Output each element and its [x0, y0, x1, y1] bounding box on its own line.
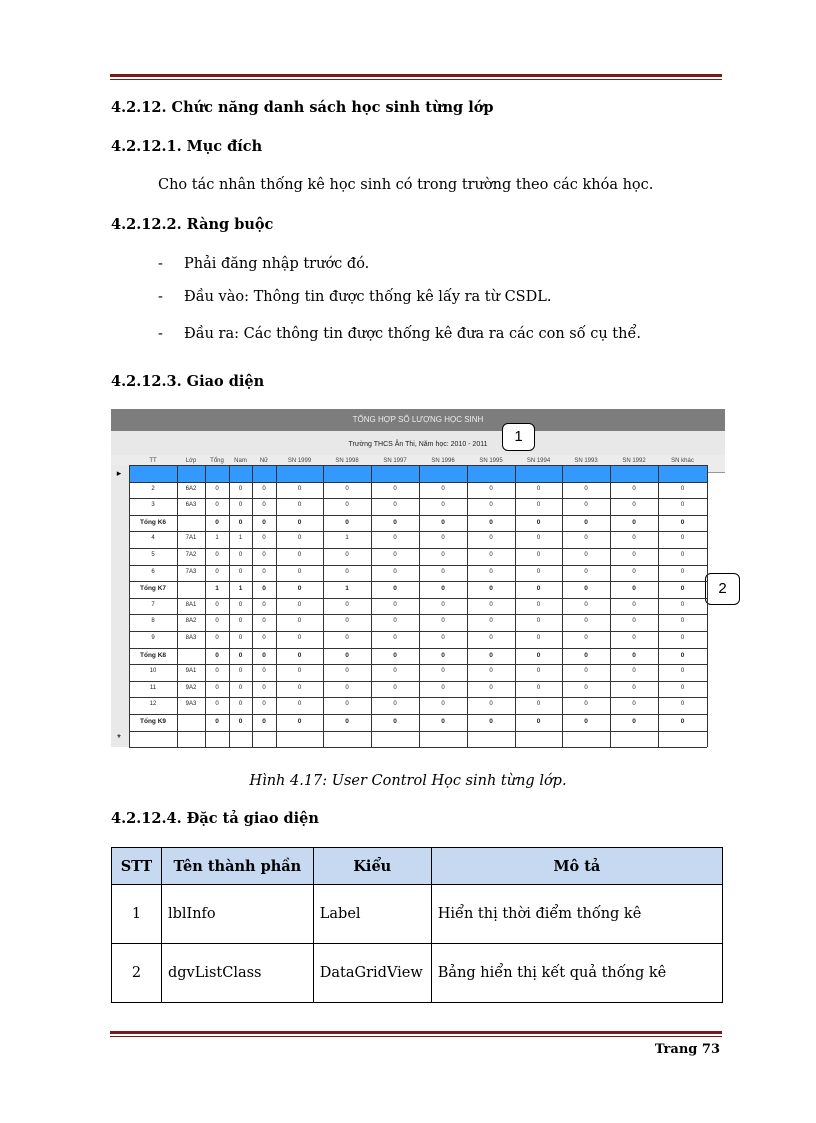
grid-cell[interactable]: 0	[262, 585, 266, 593]
grid-cell[interactable]: 0	[536, 668, 541, 675]
bullet-dash: -	[158, 326, 163, 342]
grid-column-header[interactable]: SN 1997	[383, 458, 407, 464]
grid-cell[interactable]: 0	[441, 684, 445, 691]
header-rule	[110, 74, 722, 80]
grid-cell[interactable]: 0	[393, 684, 397, 691]
grid-cell[interactable]: 0	[584, 718, 588, 725]
grid-cell[interactable]: 0	[393, 618, 397, 625]
grid-cell[interactable]: 0	[297, 485, 302, 492]
grid-column-header[interactable]: TT	[149, 458, 157, 464]
grid-cell[interactable]: 3	[151, 502, 155, 509]
grid-column-header[interactable]: SN 1995	[479, 458, 503, 464]
grid-cell[interactable]: 0	[215, 701, 219, 708]
grid-column-header[interactable]: SN 1993	[574, 458, 598, 464]
grid-cell[interactable]: 0	[238, 601, 243, 608]
grid-cell[interactable]: 0	[584, 684, 588, 691]
ui-screenshot	[111, 409, 725, 751]
grid-line	[129, 548, 707, 549]
grid-cell[interactable]: 0	[345, 601, 349, 608]
grid-column-header[interactable]: SN 1999	[287, 458, 312, 464]
grid-cell[interactable]: 0	[536, 585, 541, 593]
spec-header-row	[112, 848, 723, 885]
grid-cell[interactable]: 0	[489, 535, 493, 542]
grid-column-header[interactable]: SN 1994	[526, 458, 551, 464]
grid-cell[interactable]: 6A2	[185, 485, 197, 492]
header-stt: STT	[112, 848, 162, 885]
grid-cell[interactable]: 0	[632, 701, 636, 708]
grid-cell[interactable]: 9	[151, 635, 155, 641]
grid-line	[129, 648, 707, 649]
grid-cell[interactable]: 0	[536, 618, 541, 625]
grid-cell[interactable]: 0	[262, 635, 266, 641]
grid-cell[interactable]: 6	[151, 568, 155, 575]
grid-cell[interactable]: 0	[238, 635, 243, 641]
grid-cell[interactable]: 0	[680, 618, 685, 625]
grid-line	[515, 465, 516, 747]
grid-cell[interactable]: 0	[680, 535, 685, 542]
grid-cell[interactable]: 0	[393, 718, 397, 725]
grid-line	[610, 465, 611, 747]
grid-line	[129, 565, 707, 566]
grid-cell[interactable]: 0	[584, 668, 588, 675]
grid-line	[129, 747, 707, 748]
grid-cell[interactable]: 0	[393, 585, 397, 593]
spec-heading: 4.2.12.4. Đặc tả giao diện	[111, 810, 319, 827]
grid-cell[interactable]: 1	[238, 585, 243, 593]
grid-cell[interactable]: 0	[215, 518, 219, 526]
figure-caption: Hình 4.17: User Control Học sinh từng lớp.	[249, 773, 567, 789]
grid-cell[interactable]: 0	[215, 635, 219, 641]
grid-column-header[interactable]: Lớp	[185, 458, 197, 464]
grid-line	[205, 465, 206, 747]
grid-line	[129, 614, 707, 615]
grid-column-header[interactable]: SN 1996	[431, 458, 455, 464]
grid-line	[129, 465, 707, 466]
grid-cell[interactable]: 0	[584, 585, 588, 593]
grid-cell[interactable]: 0	[536, 552, 541, 558]
cell-type: Label	[313, 885, 431, 944]
grid-cell[interactable]: 12	[149, 701, 157, 708]
grid-cell[interactable]: 0	[536, 485, 541, 492]
grid-cell[interactable]: 0	[584, 618, 588, 625]
grid-cell[interactable]: 0	[238, 668, 243, 675]
bullet-dash: -	[158, 289, 163, 305]
grid-cell[interactable]: 0	[238, 568, 243, 575]
grid-cell[interactable]: 0	[262, 684, 266, 691]
grid-cell[interactable]: 0	[489, 518, 493, 526]
grid-cell[interactable]: 11	[149, 684, 157, 691]
grid-cell[interactable]: 5	[151, 552, 155, 558]
grid-cell[interactable]: 0	[393, 568, 397, 575]
grid-line	[323, 465, 324, 747]
grid-cell[interactable]: 9A1	[185, 668, 197, 675]
grid-cell[interactable]: 0	[680, 718, 685, 725]
grid-cell[interactable]: 7	[151, 601, 155, 608]
header-type: Kiểu	[313, 848, 431, 885]
cell-desc: Bảng hiển thị kết quả thống kê	[431, 944, 722, 1003]
grid-cell[interactable]: 0	[536, 635, 541, 641]
current-row-indicator: ▸	[116, 468, 122, 478]
grid-cell[interactable]: 1	[215, 535, 219, 542]
grid-line	[129, 731, 707, 732]
grid-cell[interactable]: 0	[297, 518, 302, 526]
grid-line	[562, 465, 563, 747]
grid-cell[interactable]: 0	[393, 485, 397, 492]
grid-cell[interactable]: 0	[489, 585, 493, 593]
grid-cell[interactable]: 0	[441, 618, 445, 625]
spec-table	[111, 847, 723, 1003]
grid-cell[interactable]: 0	[345, 684, 349, 691]
grid-cell[interactable]: 0	[262, 601, 266, 608]
grid-cell[interactable]: 0	[632, 485, 636, 492]
grid-line	[129, 498, 707, 499]
grid-cell[interactable]: 0	[536, 651, 541, 659]
grid-cell[interactable]: 0	[536, 701, 541, 708]
grid-cell[interactable]: 0	[680, 568, 685, 575]
grid-line	[467, 465, 468, 747]
grid-cell[interactable]: 0	[680, 601, 685, 608]
grid-column-header[interactable]: SN 1992	[622, 458, 646, 464]
grid-cell[interactable]: 0	[632, 618, 636, 625]
grid-cell[interactable]: 0	[345, 518, 349, 526]
grid-line	[177, 465, 178, 747]
grid-cell[interactable]: 0	[536, 718, 541, 725]
grid-cell[interactable]: 0	[584, 651, 588, 659]
grid-cell[interactable]: 0	[297, 601, 302, 608]
grid-column-header[interactable]: SN khác	[671, 458, 694, 464]
grid-cell[interactable]: 0	[680, 502, 685, 509]
grid-cell[interactable]: 1	[238, 535, 243, 542]
grid-cell[interactable]: 0	[632, 502, 636, 509]
cell-stt: 2	[112, 944, 162, 1003]
grid-cell[interactable]: 0	[238, 618, 243, 625]
table-row	[112, 885, 723, 944]
grid-cell[interactable]: 0	[393, 701, 397, 708]
grid-cell[interactable]: 8	[151, 618, 155, 625]
grid-cell[interactable]: 0	[393, 535, 397, 542]
grid-cell[interactable]: 0	[441, 535, 445, 542]
page-number: Trang 73	[654, 1042, 720, 1057]
grid-cell[interactable]: 0	[632, 585, 636, 593]
grid-cell[interactable]: 0	[536, 535, 541, 542]
grid-cell[interactable]: 0	[536, 568, 541, 575]
grid-cell[interactable]: 8A3	[185, 635, 197, 641]
grid-cell[interactable]: 0	[238, 651, 243, 659]
grid-cell[interactable]: 0	[441, 518, 445, 526]
bullet-dash: -	[158, 256, 163, 272]
grid-line	[129, 465, 130, 747]
grid-line	[129, 664, 707, 665]
grid-cell[interactable]: 0	[489, 651, 493, 659]
callout-2: 2	[705, 573, 740, 605]
grid-cell[interactable]: 9A3	[185, 701, 197, 708]
cell-name: dgvListClass	[161, 944, 313, 1003]
grid-cell[interactable]: 0	[297, 535, 302, 542]
grid-cell[interactable]: 0	[215, 601, 219, 608]
grid-cell[interactable]: 0	[345, 668, 349, 675]
grid-cell[interactable]: 0	[489, 502, 493, 509]
grid-cell[interactable]: 0	[297, 651, 302, 659]
grid-cell[interactable]: 0	[584, 635, 588, 641]
grid-line	[658, 465, 659, 747]
grid-cell[interactable]: 0	[441, 502, 445, 509]
grid-cell[interactable]: 0	[215, 668, 219, 675]
grid-line	[129, 714, 707, 715]
grid-cell[interactable]: 0	[393, 518, 397, 526]
grid-cell[interactable]: 0	[393, 552, 397, 558]
grid-cell[interactable]: 0	[393, 601, 397, 608]
grid-cell[interactable]: 0	[262, 718, 266, 725]
grid-cell[interactable]: 0	[584, 518, 588, 526]
constraint-item: Phải đăng nhập trước đó.	[184, 256, 370, 272]
grid-cell[interactable]: 0	[584, 485, 588, 492]
cell-desc: Hiển thị thời điểm thống kê	[431, 885, 722, 944]
grid-cell[interactable]: 0	[238, 518, 243, 526]
grid-cell[interactable]: 0	[632, 568, 636, 575]
grid-cell[interactable]: 0	[238, 552, 243, 558]
purpose-text: Cho tác nhân thống kê học sinh có trong trường theo các khóa học.	[158, 177, 654, 193]
grid-cell[interactable]: 0	[215, 502, 219, 509]
grid-cell[interactable]: 0	[262, 568, 266, 575]
grid-cell[interactable]: 0	[262, 518, 266, 526]
grid-cell[interactable]: 0	[215, 618, 219, 625]
grid-cell[interactable]: 0	[345, 485, 349, 492]
grid-cell[interactable]: 0	[584, 535, 588, 542]
grid-line	[129, 515, 707, 516]
grid-cell[interactable]: 0	[215, 552, 219, 558]
selected-row[interactable]	[129, 465, 707, 482]
grid-cell[interactable]: 0	[584, 601, 588, 608]
grid-cell[interactable]: 0	[632, 668, 636, 675]
grid-cell[interactable]: 0	[489, 552, 493, 558]
grid-cell[interactable]: 0	[297, 635, 302, 641]
grid-cell[interactable]: 0	[297, 585, 302, 593]
grid-cell[interactable]: 0	[632, 684, 636, 691]
grid-cell[interactable]: 0	[297, 718, 302, 725]
grid-cell[interactable]: 0	[215, 684, 219, 691]
grid-cell[interactable]: 0	[345, 502, 349, 509]
grid-cell[interactable]: 0	[262, 502, 266, 509]
grid-column-header[interactable]: SN 1998	[335, 458, 359, 464]
grid-line	[129, 598, 707, 599]
grid-cell[interactable]: 0	[489, 618, 493, 625]
table-row	[112, 944, 723, 1003]
grid-cell[interactable]: 0	[215, 568, 219, 575]
grid-cell[interactable]: 0	[441, 718, 445, 725]
ui-heading: 4.2.12.3. Giao diện	[111, 373, 265, 390]
grid-cell[interactable]: 0	[680, 668, 685, 675]
grid-line	[129, 681, 707, 682]
grid-cell[interactable]: 0	[441, 585, 445, 593]
grid-cell[interactable]: 0	[215, 718, 219, 725]
grid-line	[129, 581, 707, 582]
grid-cell[interactable]: 0	[262, 651, 266, 659]
grid-cell[interactable]: 0	[632, 552, 636, 558]
grid-cell[interactable]: 0	[632, 535, 636, 542]
grid-cell[interactable]: 0	[262, 701, 266, 708]
grid-cell[interactable]: 0	[345, 618, 349, 625]
grid-cell[interactable]: 10	[149, 668, 157, 675]
grid-cell[interactable]: 0	[680, 485, 685, 492]
grid-cell[interactable]: 0	[297, 552, 302, 558]
grade-total-label[interactable]: Tổng K7	[140, 585, 166, 593]
cell-name: lblInfo	[161, 885, 313, 944]
grid-cell[interactable]: 0	[584, 568, 588, 575]
grid-line	[371, 465, 372, 747]
constraints-heading: 4.2.12.2. Ràng buộc	[111, 216, 274, 233]
grid-cell[interactable]: 0	[297, 668, 302, 675]
grid-cell[interactable]: 1	[345, 535, 349, 542]
grid-cell[interactable]: 0	[441, 668, 445, 675]
grid-cell[interactable]: 6A3	[185, 502, 197, 509]
grid-column-header[interactable]: Tổng	[210, 458, 224, 464]
grid-cell[interactable]: 0	[262, 485, 266, 492]
grid-cell[interactable]: 0	[489, 568, 493, 575]
grade-total-label[interactable]: Tổng K9	[140, 718, 166, 725]
grid-cell[interactable]: 0	[632, 718, 636, 725]
grid-cell[interactable]: 0	[489, 485, 493, 492]
grid-cell[interactable]: 0	[441, 701, 445, 708]
header-desc: Mô tả	[431, 848, 722, 885]
grid-cell[interactable]: 0	[536, 502, 541, 509]
grid-cell[interactable]: 0	[238, 502, 243, 509]
grid-cell[interactable]: 0	[393, 668, 397, 675]
grid-cell[interactable]: 0	[393, 635, 397, 641]
header-name: Tên thành phần	[161, 848, 313, 885]
grid-line	[129, 631, 707, 632]
grid-column-header[interactable]: Nữ	[259, 458, 269, 464]
grid-cell[interactable]: 0	[441, 552, 445, 558]
grid-cell[interactable]: 9A2	[185, 684, 197, 691]
grid-cell[interactable]: 7A3	[185, 568, 197, 575]
row-header-column	[111, 465, 130, 747]
grid-cell[interactable]: 0	[297, 568, 302, 575]
grade-total-label[interactable]: Tổng K8	[140, 651, 166, 659]
grid-cell[interactable]: 0	[345, 651, 349, 659]
grid-line	[276, 465, 277, 747]
grid-line	[707, 465, 708, 747]
grid-line	[129, 531, 707, 532]
constraint-item: Đầu vào: Thông tin được thống kê lấy ra từ CSDL.	[184, 289, 552, 305]
new-row-indicator: *	[117, 732, 121, 744]
grid-cell[interactable]: 0	[262, 552, 266, 558]
grid-cell[interactable]: 0	[680, 635, 685, 641]
grid-cell[interactable]: 7A2	[185, 552, 197, 558]
grid-cell[interactable]: 0	[345, 635, 349, 641]
grid-line	[252, 465, 253, 747]
grid-cell[interactable]: 0	[584, 552, 588, 558]
grid-cell[interactable]: 0	[262, 668, 266, 675]
footer-rule	[110, 1031, 722, 1037]
grid-cell[interactable]: 0	[680, 585, 685, 593]
grid-cell[interactable]: 0	[345, 568, 349, 575]
grid-cell[interactable]: 0	[297, 684, 302, 691]
grid-cell[interactable]: 1	[215, 585, 219, 593]
grid-cell[interactable]: 0	[262, 535, 266, 542]
grid-cell[interactable]: 0	[632, 635, 636, 641]
grid-cell[interactable]: 0	[680, 518, 685, 526]
grid-cell[interactable]: 0	[238, 718, 243, 725]
grid-cell[interactable]: 0	[680, 701, 685, 708]
grade-total-label[interactable]: Tổng K6	[140, 518, 166, 526]
grid-cell[interactable]: 8A1	[185, 601, 197, 608]
grid-cell[interactable]: 0	[345, 718, 349, 725]
grid-cell[interactable]: 0	[489, 701, 493, 708]
grid-cell[interactable]: 0	[536, 684, 541, 691]
grid-cell[interactable]: 2	[151, 485, 155, 492]
grid-cell[interactable]: 1	[345, 585, 349, 593]
grid-cell[interactable]: 0	[680, 651, 685, 659]
grid-cell[interactable]: 0	[536, 518, 541, 526]
grid-cell[interactable]: 0	[584, 502, 588, 509]
grid-cell[interactable]: 7A1	[185, 535, 197, 542]
grid-cell[interactable]: 0	[238, 485, 243, 492]
grid-cell[interactable]: 0	[345, 552, 349, 558]
grid-cell[interactable]: 0	[536, 601, 541, 608]
grid-cell[interactable]: 0	[489, 684, 493, 691]
grid-cell[interactable]: 0	[584, 701, 588, 708]
cell-type: DataGridView	[313, 944, 431, 1003]
grid-cell[interactable]: 0	[441, 635, 445, 641]
grid-cell[interactable]: 0	[632, 601, 636, 608]
grid-cell[interactable]: 0	[393, 502, 397, 509]
grid-cell[interactable]: 0	[489, 601, 493, 608]
grid-cell[interactable]: 0	[393, 651, 397, 659]
purpose-heading: 4.2.12.1. Mục đích	[111, 138, 263, 155]
grid-cell[interactable]: 0	[297, 618, 302, 625]
grid-title: TỔNG HỢP SỐ LƯỢNG HỌC SINH	[111, 409, 725, 431]
grid-cell[interactable]: 0	[632, 651, 636, 659]
grid-cell[interactable]: 0	[262, 618, 266, 625]
grid-cell[interactable]: 0	[238, 684, 243, 691]
cell-stt: 1	[112, 885, 162, 944]
grid-cell[interactable]: 0	[489, 718, 493, 725]
grid-line	[129, 482, 707, 483]
grid-cell[interactable]: 0	[297, 502, 302, 509]
constraint-item: Đầu ra: Các thông tin được thống kê đưa ra các con số cụ thể.	[184, 326, 641, 342]
grid-cell[interactable]: 0	[215, 651, 219, 659]
grid-cell[interactable]: 0	[680, 552, 685, 558]
grid-cell[interactable]: 0	[238, 701, 243, 708]
grid-cell[interactable]: 0	[632, 518, 636, 526]
grid-cell[interactable]: 0	[489, 635, 493, 641]
grid-column-header[interactable]: Nam	[234, 458, 247, 464]
callout-1: 1	[502, 423, 535, 451]
section-heading: 4.2.12. Chức năng danh sách học sinh từng lớp	[111, 99, 494, 116]
grid-line	[229, 465, 230, 747]
grid-cell[interactable]: 0	[441, 601, 445, 608]
grid-cell[interactable]: 0	[441, 651, 445, 659]
grid-cell[interactable]: 0	[489, 668, 493, 675]
grid-cell[interactable]: 0	[215, 485, 219, 492]
grid-cell[interactable]: 0	[441, 568, 445, 575]
school-info-label: Trường THCS Ân Thi, Năm học: 2010 - 2011	[111, 431, 725, 455]
grid-cell[interactable]: 4	[151, 535, 155, 542]
grid-cell[interactable]: 8A2	[185, 618, 197, 625]
grid-cell[interactable]: 0	[680, 684, 685, 691]
grid-cell[interactable]: 0	[345, 701, 349, 708]
grid-line	[419, 465, 420, 747]
grid-line	[129, 697, 707, 698]
grid-cell[interactable]: 0	[441, 485, 445, 492]
grid-cell[interactable]: 0	[297, 701, 302, 708]
